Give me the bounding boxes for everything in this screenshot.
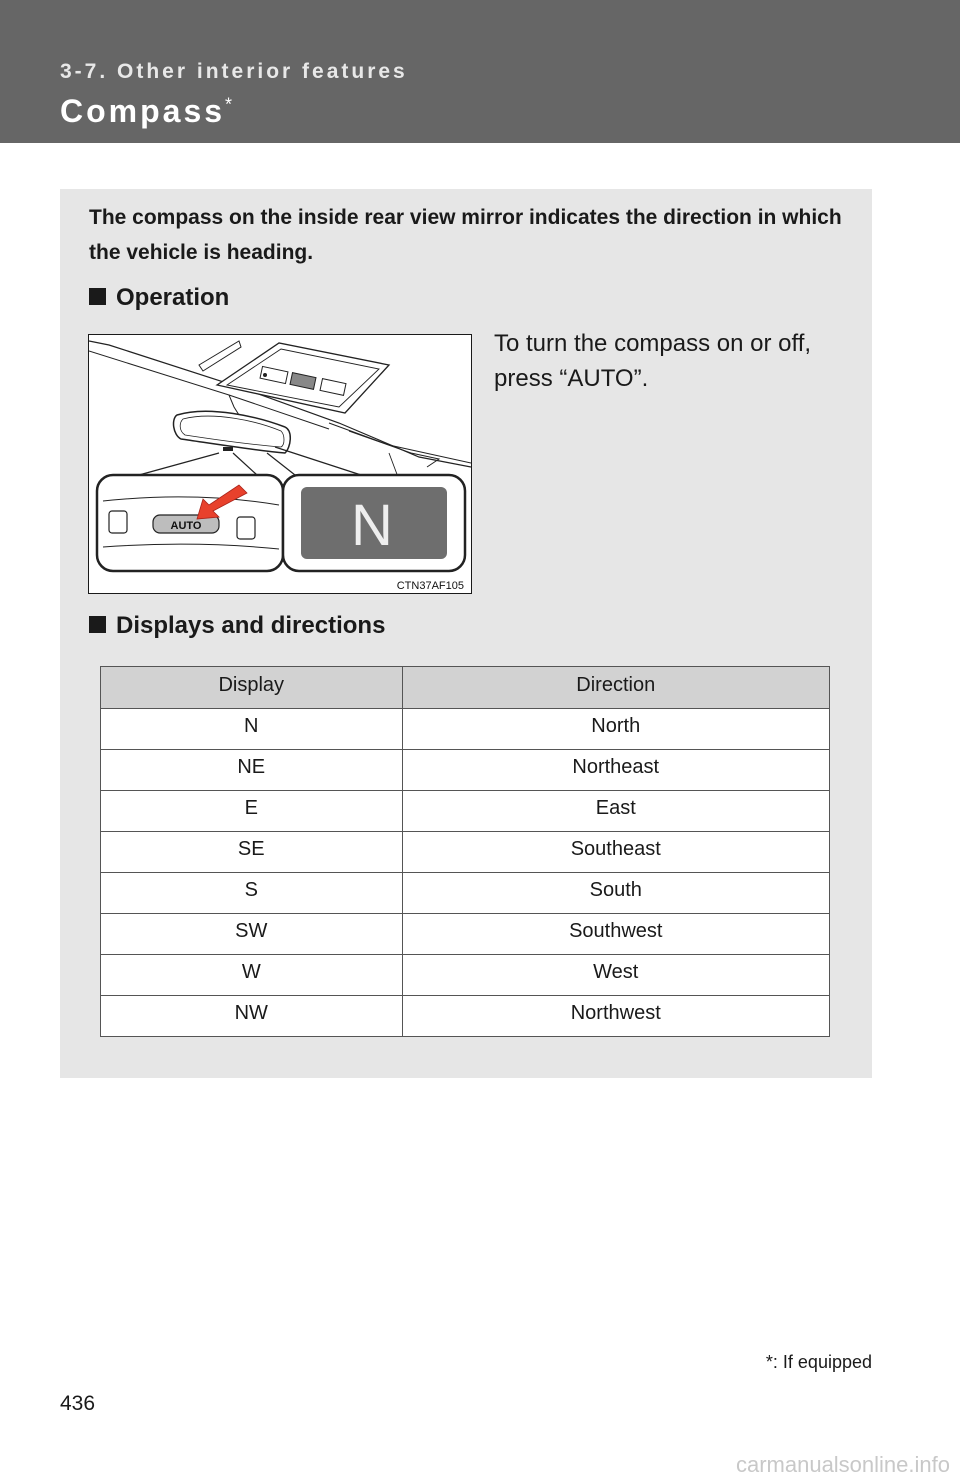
table-row xyxy=(101,955,830,996)
column-header-direction: Direction xyxy=(402,667,829,709)
column-header-display: Display xyxy=(101,667,403,709)
table-row xyxy=(101,750,830,791)
page-number: 436 xyxy=(60,1392,96,1415)
operation-heading xyxy=(89,284,229,312)
watermark: carmanualsonline.info xyxy=(735,1452,950,1477)
display-cell: SW xyxy=(101,914,403,955)
displays-heading xyxy=(89,612,385,640)
direction-cell: Northwest xyxy=(402,996,829,1037)
directions-table xyxy=(100,666,830,1037)
display-cell: NE xyxy=(101,750,403,791)
table-row xyxy=(101,996,830,1037)
mirror-diagram xyxy=(89,335,471,593)
displays-heading-label: Displays and directions xyxy=(116,612,386,639)
display-cell: S xyxy=(101,873,403,914)
page-title xyxy=(60,93,232,130)
direction-cell: South xyxy=(402,873,829,914)
intro-text: The compass on the inside rear view mirror indicates the direction in which the vehicle is heading. xyxy=(89,206,842,264)
table-row xyxy=(101,873,830,914)
footnote: *: If equipped xyxy=(765,1352,872,1372)
table-row xyxy=(101,791,830,832)
direction-cell: Southwest xyxy=(402,914,829,955)
display-cell: SE xyxy=(101,832,403,873)
page-title-text: Compass xyxy=(60,93,226,129)
direction-cell: Southeast xyxy=(402,832,829,873)
if-equipped-mark: * xyxy=(225,94,233,115)
direction-cell: Northeast xyxy=(402,750,829,791)
figure-code: CTN37AF105 xyxy=(396,580,464,592)
table-row xyxy=(101,832,830,873)
page-header xyxy=(0,0,960,143)
operation-heading-label: Operation xyxy=(116,284,230,311)
display-cell: W xyxy=(101,955,403,996)
section-label: 3-7. Other interior features xyxy=(60,60,408,83)
display-cell: NW xyxy=(101,996,403,1037)
square-bullet-icon xyxy=(89,288,106,305)
direction-cell: West xyxy=(402,955,829,996)
table-row xyxy=(101,914,830,955)
direction-cell: East xyxy=(402,791,829,832)
table-row xyxy=(101,709,830,750)
operation-instruction: To turn the compass on or off, press “AUTO”. xyxy=(494,330,812,392)
display-cell: E xyxy=(101,791,403,832)
mirror-illustration xyxy=(88,334,472,594)
display-cell: N xyxy=(101,709,403,750)
table-header-row xyxy=(101,667,830,709)
compass-display-letter: N xyxy=(351,493,393,558)
direction-cell: North xyxy=(402,709,829,750)
auto-button-label: AUTO xyxy=(170,520,202,532)
square-bullet-icon xyxy=(89,616,106,633)
